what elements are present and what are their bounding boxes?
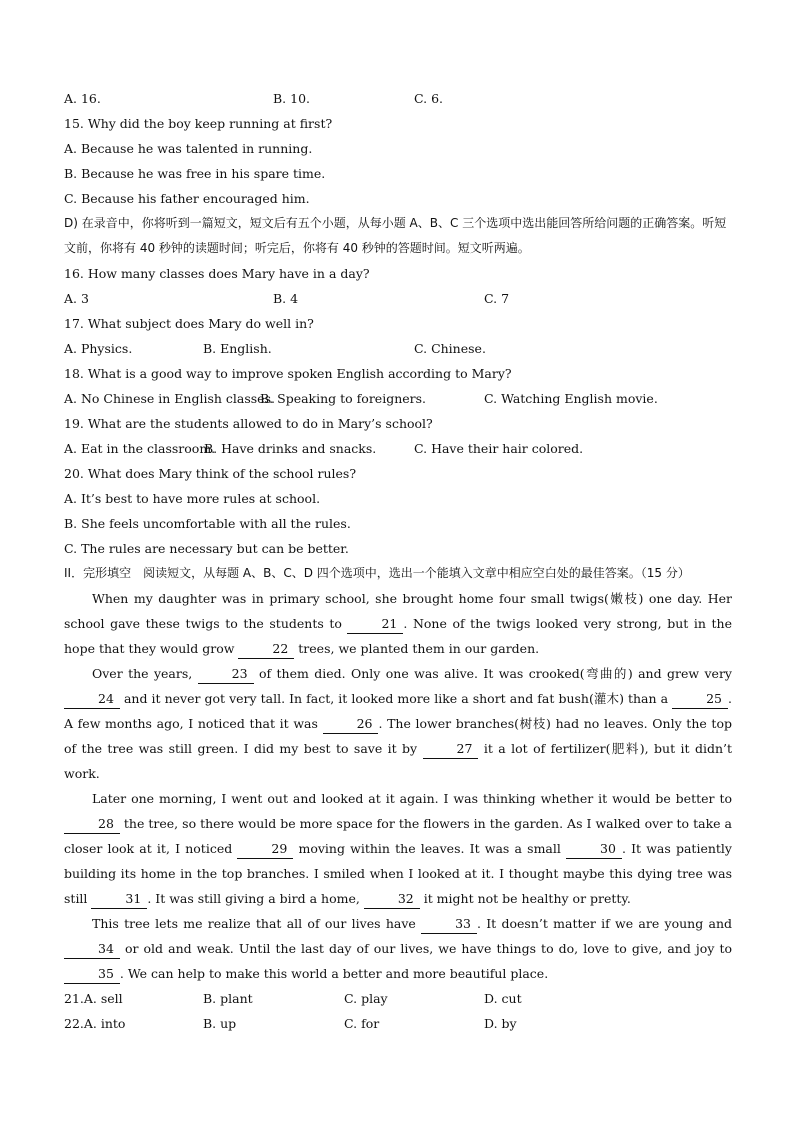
- q19-option-c[interactable]: C. Have their hair colored.: [414, 441, 584, 456]
- q16-options: [64, 286, 732, 311]
- q17-option-c[interactable]: C. Chinese.: [414, 341, 486, 356]
- q17-option-a[interactable]: A. Physics.: [64, 341, 133, 356]
- exam-page: [64, 86, 732, 1036]
- q22-option-b[interactable]: B. up: [203, 1016, 237, 1031]
- passage-paragraph-2: Over the years, 23 of them died. Only one was alive. It was crooked(弯曲的) and grew very 24 and it never got very tall. In fact, it looked more like a short and fat bush(灌木) than a 25 . A few months ago, I noticed that it was 26 . The lower branches(树枝) had no leaves. Only the top of the tree was still green. I did my best to save it by 27 it a lot of fertilizer(肥料), but it didn’t work.: [64, 666, 732, 781]
- passage-paragraph-4: This tree lets me realize that all of our lives have 33 . It doesn’t matter if we are young and 34 or old and weak. Until the last day of our lives, we have things to do, love to give, and joy to 35 . We can help to make this world a better and more beautiful place.: [64, 911, 732, 986]
- section-2-instructions: II．完形填空 阅读短文，从每题 A、B、C、D 四个选项中，选出一个能填入文章中相应空白处的最佳答案。（15 分）: [64, 566, 690, 580]
- q17-stem: 17. What subject does Mary do well in?: [64, 316, 314, 331]
- q22-option-a[interactable]: 22.A. into: [64, 1016, 126, 1031]
- q14-option-a[interactable]: A. 16.: [64, 91, 101, 106]
- blank-32[interactable]: 32: [364, 890, 420, 909]
- q14-option-c[interactable]: C. 6.: [414, 91, 443, 106]
- q22-options: [64, 1011, 732, 1036]
- q17-option-b[interactable]: B. English.: [203, 341, 272, 356]
- blank-31[interactable]: 31: [91, 890, 147, 909]
- q16-option-b[interactable]: B. 4: [273, 291, 299, 306]
- q20-option-a[interactable]: A. It’s best to have more rules at school.: [64, 491, 321, 506]
- q18-option-b[interactable]: B. Speaking to foreigners.: [260, 391, 427, 406]
- blank-35[interactable]: 35: [64, 965, 120, 984]
- blank-30[interactable]: 30: [566, 840, 622, 859]
- q14-options: [64, 86, 732, 111]
- q21-option-d[interactable]: D. cut: [484, 991, 522, 1006]
- q19-stem: 19. What are the students allowed to do in Mary’s school?: [64, 416, 433, 431]
- q20-option-b[interactable]: B. She feels uncomfortable with all the rules.: [64, 516, 351, 531]
- q16-stem: 16. How many classes does Mary have in a day?: [64, 266, 370, 281]
- q17-options: [64, 336, 732, 361]
- q16-option-a[interactable]: A. 3: [64, 291, 89, 306]
- q15-option-c[interactable]: C. Because his father encouraged him.: [64, 191, 310, 206]
- blank-25[interactable]: 25: [672, 690, 728, 709]
- blank-23[interactable]: 23: [198, 665, 254, 684]
- q20-stem: 20. What does Mary think of the school rules?: [64, 466, 357, 481]
- q21-option-c[interactable]: C. play: [344, 991, 388, 1006]
- blank-26[interactable]: 26: [323, 715, 379, 734]
- q18-options: [64, 386, 732, 411]
- blank-24[interactable]: 24: [64, 690, 120, 709]
- blank-27[interactable]: 27: [423, 740, 479, 759]
- q22-option-c[interactable]: C. for: [344, 1016, 380, 1031]
- q19-option-a[interactable]: A. Eat in the classroom.: [64, 441, 216, 456]
- q21-option-a[interactable]: 21.A. sell: [64, 991, 123, 1006]
- q18-option-a[interactable]: A. No Chinese in English classes.: [64, 391, 275, 406]
- section-d-instructions: D) 在录音中，你将听到一篇短文，短文后有五个小题，从每小题 A、B、C 三个选项中选出能回答所给问题的正确答案。听短文前，你将有 40 秒钟的读题时间；听完后，你将有 40 秒钟的答题时间。短文听两遍。: [64, 216, 727, 255]
- blank-29[interactable]: 29: [237, 840, 293, 859]
- blank-28[interactable]: 28: [64, 815, 120, 834]
- q19-options: [64, 436, 732, 461]
- q20-option-c[interactable]: C. The rules are necessary but can be better.: [64, 541, 349, 556]
- q14-option-b[interactable]: B. 10.: [273, 91, 311, 106]
- blank-22[interactable]: 22: [238, 640, 294, 659]
- blank-34[interactable]: 34: [64, 940, 120, 959]
- passage-paragraph-1: When my daughter was in primary school, she brought home four small twigs(嫩枝) one day. Her school gave these twigs to the students to 21 . None of the twigs looked very strong, but in the hope that they would grow 22 trees, we planted them in our garden.: [64, 586, 732, 661]
- q15-option-b[interactable]: B. Because he was free in his spare time.: [64, 166, 326, 181]
- q21-option-b[interactable]: B. plant: [203, 991, 253, 1006]
- q22-option-d[interactable]: D. by: [484, 1016, 517, 1031]
- q16-option-c[interactable]: C. 7: [484, 291, 510, 306]
- q18-stem: 18. What is a good way to improve spoken English according to Mary?: [64, 366, 512, 381]
- q15-stem: 15. Why did the boy keep running at first?: [64, 116, 333, 131]
- blank-33[interactable]: 33: [421, 915, 477, 934]
- passage-paragraph-3: Later one morning, I went out and looked at it again. I was thinking whether it would be better to 28 the tree, so there would be more space for the flowers in the garden. As I walked over to take a closer look at it, I noticed 29 moving within the leaves. It was a small 30 . It was patiently building its home in the top branches. I smiled when I looked at it. I thought maybe this dying tree was still 31 . It was still giving a bird a home, 32 it might not be healthy or pretty.: [64, 786, 732, 911]
- q19-option-b[interactable]: B. Have drinks and snacks.: [204, 441, 377, 456]
- q18-option-c[interactable]: C. Watching English movie.: [484, 391, 658, 406]
- q21-options: [64, 986, 732, 1011]
- q15-option-a[interactable]: A. Because he was talented in running.: [64, 141, 313, 156]
- blank-21[interactable]: 21: [347, 615, 403, 634]
